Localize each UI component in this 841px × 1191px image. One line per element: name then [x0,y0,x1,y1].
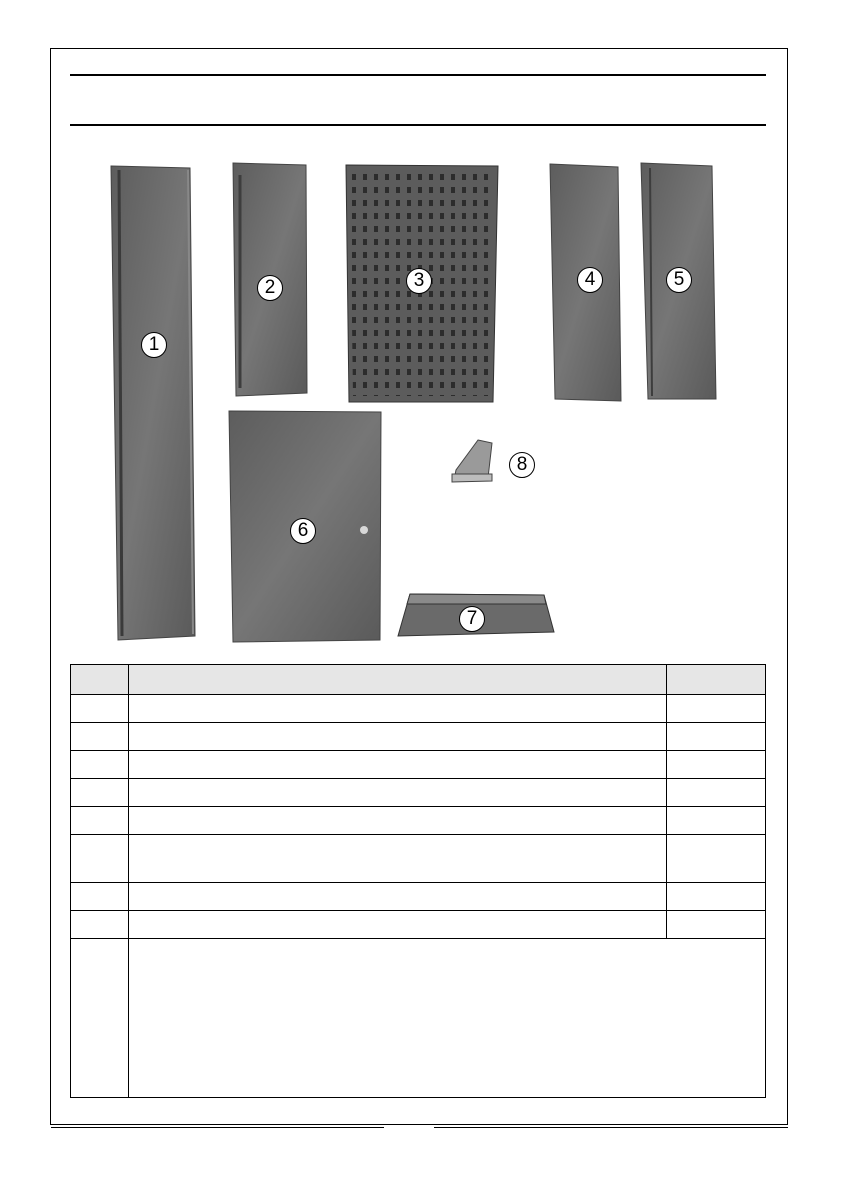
table-row [71,911,766,939]
footer-rule-right [434,1127,788,1128]
table-row [71,779,766,807]
footer-rule-left [51,1127,384,1128]
callout-8: 8 [509,452,535,478]
cell-description [129,723,667,751]
cell-no [71,751,129,779]
cell-no [71,807,129,835]
cell-description [129,807,667,835]
cell-no [71,911,129,939]
cell-no [71,723,129,751]
table-row [71,835,766,883]
cell-qty [667,911,766,939]
cell-description [129,695,667,723]
cell-no [71,835,129,883]
callout-6: 6 [290,518,316,544]
cell-qty [667,807,766,835]
table-row [71,807,766,835]
callout-1: 1 [141,332,167,358]
cell-description [129,779,667,807]
header-no [71,665,129,695]
callout-3: 3 [406,268,432,294]
callout-2: 2 [257,275,283,301]
cell-description [129,751,667,779]
table-row [71,939,766,1098]
cell-description [129,883,667,911]
header-qty [667,665,766,695]
callout-4: 4 [577,267,603,293]
table-row [71,751,766,779]
cell-no [71,883,129,911]
header-description [129,665,667,695]
cell-description [129,911,667,939]
cell-description [129,939,766,1098]
part-1-side-panel [111,166,195,640]
cell-qty [667,883,766,911]
cell-no [71,939,129,1098]
cell-qty [667,751,766,779]
cell-description [129,835,667,883]
parts-list-table [70,664,766,1098]
cell-qty [667,779,766,807]
cell-qty [667,723,766,751]
table-row [71,723,766,751]
cell-no [71,695,129,723]
table-row [71,695,766,723]
callout-7: 7 [459,606,485,632]
callout-5: 5 [666,267,692,293]
table-row [71,883,766,911]
cell-qty [667,835,766,883]
table-header-row [71,665,766,695]
part-8-bracket [452,440,492,482]
cell-qty [667,695,766,723]
cell-no [71,779,129,807]
